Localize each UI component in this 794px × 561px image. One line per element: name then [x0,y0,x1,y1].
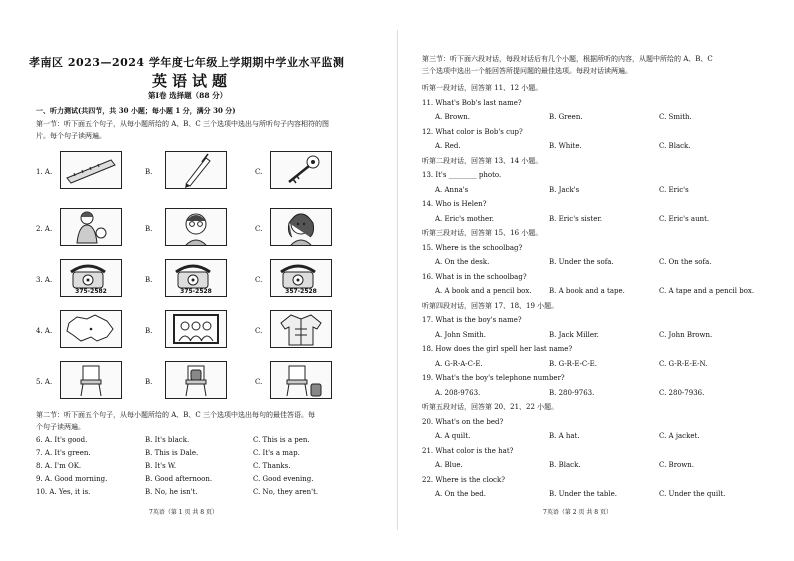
part2-instruction-cont: 个句子读两遍。 [36,423,85,431]
option-label: B. [145,378,153,386]
answer-option: C. Eric's aunt. [659,214,710,223]
question-text: 21. What color is the hat? [422,446,514,455]
phone-number-caption: 357-2528 [285,288,317,295]
jacket-icon [271,311,331,347]
dialogue-note: 听第三段对话，回答第 15、16 小题。 [422,229,543,237]
girl-icon [271,209,331,245]
answer-option: 6. A. It's good. [36,436,88,444]
answer-option: C. A tape and a pencil box. [659,287,755,295]
answer-option: C. 280-7936. [659,388,705,397]
page-footer: 7英语（第 1 页 共 8 页） [149,509,218,516]
ruler-icon [61,152,121,188]
answer-option: A. Eric's mother. [435,214,494,223]
picture-option [270,151,332,189]
answer-option: B. This is Dale. [145,449,199,457]
option-label: B. [145,276,153,284]
answer-option: B. Under the table. [549,490,617,498]
key-icon [271,152,331,188]
answer-option: C. G-R-E-E-N. [659,359,708,368]
question-text: 22. Where is the clock? [422,475,505,484]
part3-instruction: 第三节：听下面六段对话，每段对话后有几个小题，根据所听的内容，从题中所给的 A、B、C [422,55,713,63]
picture-option [165,259,227,297]
answer-option: C. This is a pen. [253,436,310,444]
picture-option [165,151,227,189]
option-label: B. [145,327,153,335]
picture-option [165,310,227,348]
answer-option: B. Under the sofa. [549,258,614,266]
answer-option: B. Jack's [549,185,580,194]
answer-option: B. 280-9763. [549,388,595,397]
answer-option: B. No, he isn't. [145,488,198,496]
answer-option: C. No, they aren't. [253,488,319,496]
option-label: C. [255,225,263,233]
answer-option: C. Smith. [659,113,692,121]
option-label: B. [145,168,153,176]
part1-instruction: 第一节：听下面五个句子，从每小题所给的 A、B、C 三个选项中选出与所听句子内容相符的图 [36,120,330,128]
answer-option: B. It's W. [145,462,177,470]
answer-option: A. On the bed. [435,490,486,498]
question-text: 18. How does the girl spell her last name? [422,345,573,353]
boy-icon [166,209,226,245]
picture-option [270,310,332,348]
question-text: 13. It's ________ photo. [422,171,502,179]
family-photo-icon [166,311,226,347]
question-text: 16. What is in the schoolbag? [422,272,527,281]
picture-option [60,151,122,189]
option-label: C. [255,378,263,386]
option-label: B. [145,225,153,233]
map-icon [61,311,121,347]
woman-icon [61,209,121,245]
answer-option: C. On the sofa. [659,258,712,266]
answer-option: C. Eric's [659,185,689,194]
answer-option: C. John Brown. [659,330,713,339]
question-text: 17. What is the boy's name? [422,316,522,324]
option-label: 5. A. [36,378,53,386]
question-text: 14. Who is Helen? [422,200,487,208]
answer-option: B. G-R-E-C-E. [549,359,597,368]
answer-option: B. Good afternoon. [145,475,213,483]
answer-option: 9. A. Good morning. [36,475,108,483]
answer-option: 10. A. Yes, it is. [36,488,91,496]
part3-instruction-cont: 三个选项中选出一个能回答所提问题的最佳选项。每段对话读两遍。 [422,67,632,75]
picture-option [270,259,332,297]
option-label: C. [255,327,263,335]
answer-option: A. Blue. [435,461,463,469]
picture-option [60,259,122,297]
phone-number-caption: 375-2528 [180,288,212,295]
answer-option: C. Thanks. [253,462,291,470]
answer-option: C. Brown. [659,461,694,469]
pen-icon [166,152,226,188]
option-label: 4. A. [36,327,53,335]
question-text: 12. What color is Bob's cup? [422,127,523,136]
answer-option: B. A hat. [549,432,580,440]
picture-option [60,208,122,246]
page-footer: 7英语（第 2 页 共 8 页） [543,509,612,516]
answer-option: 8. A. I'm OK. [36,462,82,470]
question-text: 11. What's Bob's last name? [422,98,522,107]
option-label: 3. A. [36,276,53,284]
chair-bag-side-icon [271,362,331,398]
dialogue-note: 听第五段对话，回答第 20、21、22 小题。 [422,403,559,411]
answer-option: B. A book and a tape. [549,287,625,295]
part1-instruction-cont: 片。每个句子读两遍。 [36,132,106,140]
option-label: C. [255,276,263,284]
dialogue-note: 听第四段对话，回答第 17、18、19 小题。 [422,301,559,310]
answer-option: A. John Smith. [435,330,486,339]
answer-option: B. Black. [549,461,581,469]
answer-option: C. It's a map. [253,449,300,457]
answer-option: A. Anna's [435,185,469,194]
part2-instruction: 第二节：听下面五个句子，从每小题所给的 A、B、C 三个选项中选出每句的最佳答语。每 [36,411,316,419]
answer-option: C. Under the quilt. [659,490,726,498]
answer-option: C. A jacket. [659,432,700,440]
answer-option: C. Good evening. [253,475,314,483]
option-label: 1. A. [36,168,53,176]
picture-option [270,361,332,399]
volume-heading: 第Ⅰ卷 选择题（88 分） [148,91,228,100]
option-label: 2. A. [36,225,53,233]
picture-option [60,361,122,399]
subject-title: 英语试题 [152,72,233,90]
answer-option: B. Eric's sister. [549,214,603,223]
question-text: 19. What's the boy's telephone number? [422,374,565,382]
picture-option [165,208,227,246]
question-text: 20. What's on the bed? [422,417,504,426]
option-label: C. [255,168,263,176]
answer-option: 7. A. It's green. [36,449,91,457]
answer-option: A. A book and a pencil box. [435,287,532,295]
chair-schoolbag-icon [166,362,226,398]
answer-option: A. Brown. [435,113,470,121]
picture-option [60,310,122,348]
answer-option: A. G-R-A-C-E. [435,359,483,368]
question-text: 15. Where is the schoolbag? [422,243,523,252]
dialogue-note: 听第二段对话，回答第 13、14 小题。 [422,156,543,165]
answer-option: A. A quilt. [435,432,471,440]
answer-option: A. On the desk. [435,258,490,266]
chair-icon [61,362,121,398]
answer-option: B. White. [549,142,582,150]
answer-option: A. 208-9763. [435,388,481,397]
answer-option: B. Jack Miller. [549,330,599,339]
listening-section-header: 一、听力测试(共四节，共 30 小题；每小题 1 分，满分 30 分) [36,106,236,115]
answer-option: A. Red. [435,142,461,150]
answer-option: B. Green. [549,113,583,121]
page-2 [397,0,794,561]
answer-option: B. It's black. [145,436,190,444]
phone-number-caption: 375-2582 [75,288,107,295]
answer-option: C. Black. [659,142,691,150]
dialogue-note: 听第一段对话，回答第 11、12 小题。 [422,84,543,92]
picture-option [165,361,227,399]
exam-title: 孝南区 2023—2024 学年度七年级上学期期中学业水平监测 [29,56,345,69]
picture-option [270,208,332,246]
